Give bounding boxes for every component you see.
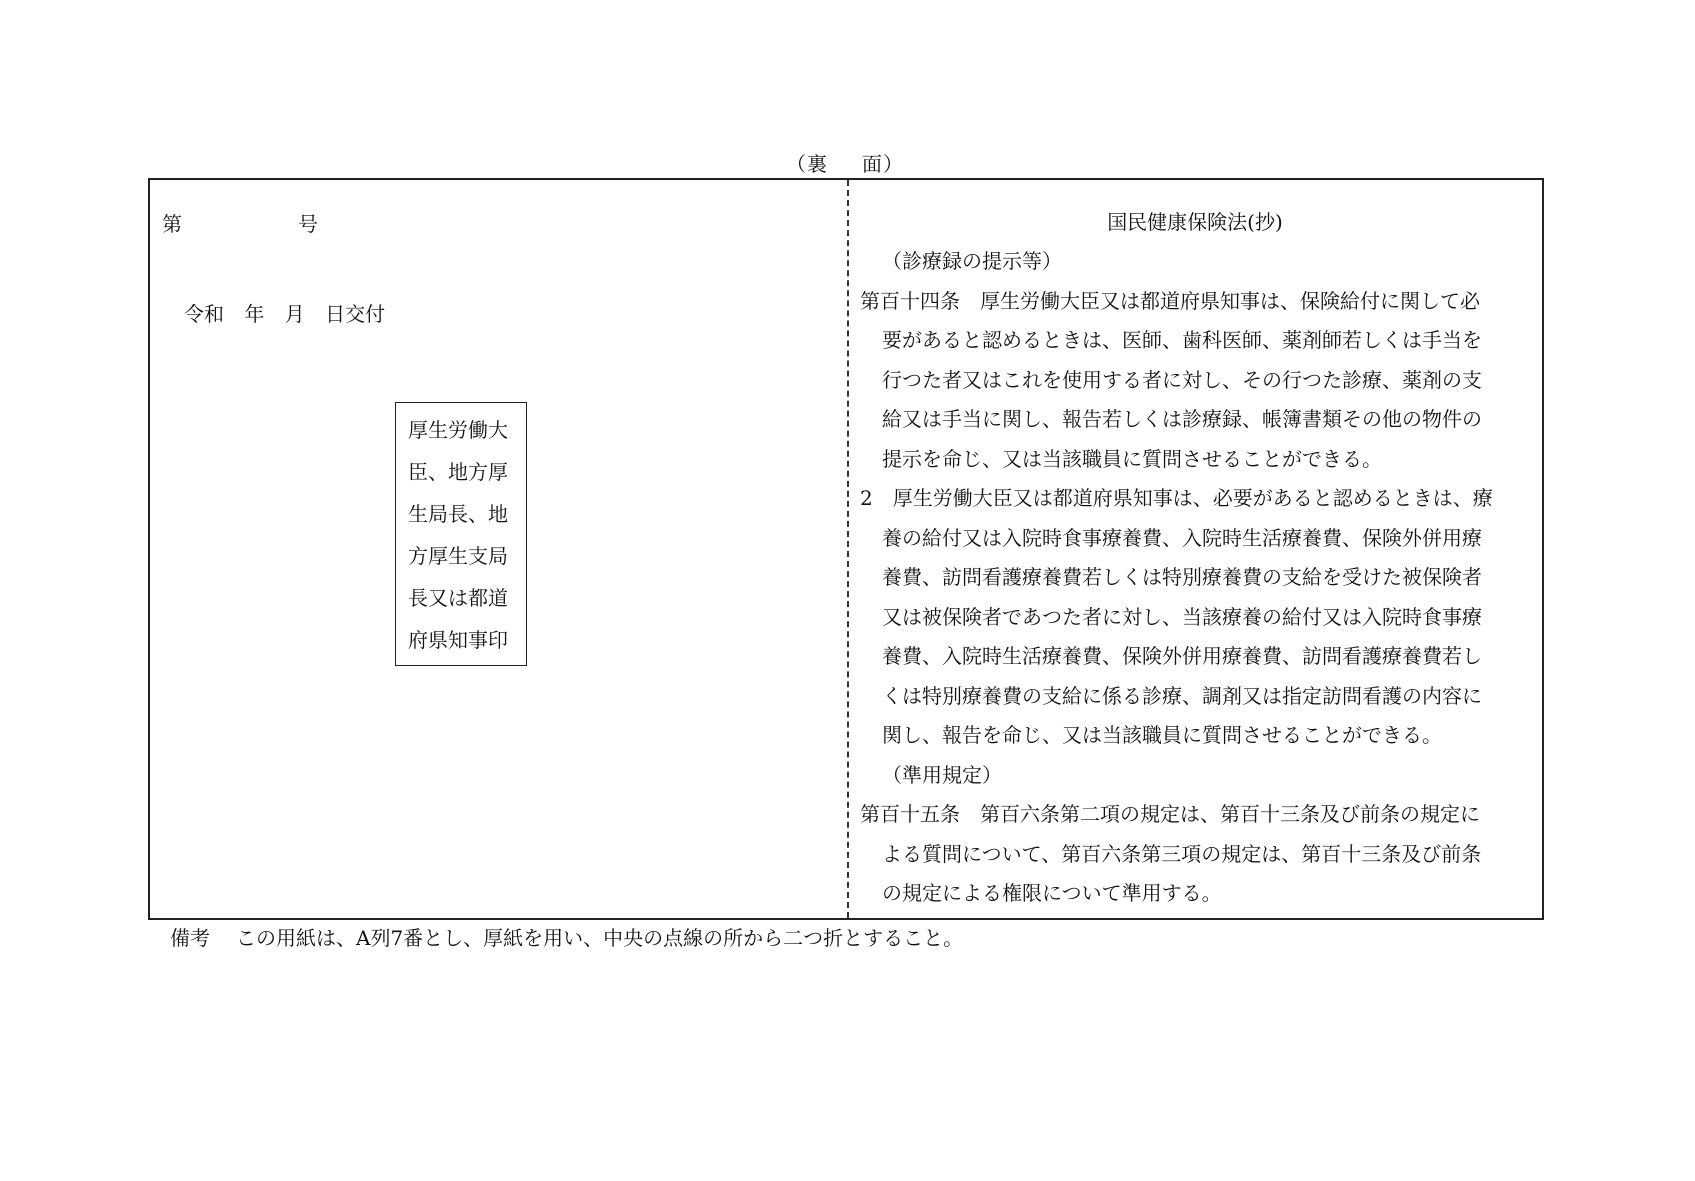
- number-suffix: 号: [298, 212, 318, 236]
- seal-line: 方厚生支局: [408, 544, 508, 568]
- date-month: 月: [284, 302, 305, 326]
- law-text-line: 養費、入院時生活療養費、保険外併用療養費、訪問看護療養費若し: [882, 644, 1482, 668]
- date-year: 年: [244, 302, 265, 326]
- seal-line: 府県知事印: [408, 628, 508, 652]
- law-text-line: の規定による権限について準用する。: [882, 881, 1222, 905]
- law-excerpt-pane: [860, 180, 1530, 918]
- seal-line: 長又は都道: [408, 586, 508, 610]
- law-body: [860, 242, 1530, 914]
- law-section-heading: （準用規定）: [882, 762, 1002, 787]
- law-text-line: 提示を命じ、又は当該職員に質問させることができる。: [882, 446, 1382, 471]
- number-prefix: 第: [162, 212, 182, 236]
- law-text-line: 給又は手当に関し、報告若しくは診療録、帳簿書類その他の物件の: [882, 407, 1482, 431]
- law-section-heading: （診療録の提示等）: [882, 249, 1062, 273]
- page-heading-left: （裏: [786, 152, 828, 176]
- remarks-text: この用紙は、A列7番とし、厚紙を用い、中央の点線の所から二つ折とすること。: [236, 926, 964, 950]
- law-text-line: 関し、報告を命じ、又は当該職員に質問させることができる。: [882, 723, 1442, 747]
- law-text-line: 養の給付又は入院時食事療養費、入院時生活療養費、保険外併用療: [882, 525, 1482, 550]
- page-heading: [148, 148, 1542, 177]
- document-frame: [148, 178, 1544, 920]
- law-text-line: よる質問について、第百六条第三項の規定は、第百十三条及び前条: [882, 841, 1482, 866]
- issue-date-row: [184, 298, 399, 327]
- certificate-number-row: [162, 208, 318, 237]
- fold-line: [847, 180, 849, 918]
- law-text-line: くは特別療養費の支給に係る診療、調剤又は指定訪問看護の内容に: [882, 683, 1482, 708]
- seal-line: 生局長、地: [408, 502, 508, 526]
- page-heading-right: 面）: [862, 152, 904, 176]
- certificate-pane: [150, 180, 847, 918]
- law-title: 国民健康保険法(抄): [1107, 210, 1283, 234]
- remarks: [170, 922, 963, 951]
- seal-box: [395, 402, 527, 666]
- seal-line: 臣、地方厚: [408, 460, 508, 484]
- law-text-line: 行つた者又はこれを使用する者に対し、その行つた診療、薬剤の支: [882, 367, 1482, 392]
- law-text-line: 養費、訪問看護療養費若しくは特別療養費の支給を受けた被保険者: [882, 565, 1482, 589]
- law-text-line: 要があると認めるときは、医師、歯科医師、薬剤師若しくは手当を: [882, 328, 1482, 352]
- date-era: 令和: [184, 302, 224, 326]
- law-text-line: 2 厚生労働大臣又は都道府県知事は、必要があると認めるときは、療: [860, 486, 1493, 510]
- law-text-line: 又は被保険者であつた者に対し、当該療養の給付又は入院時食事療: [882, 604, 1482, 629]
- remarks-label: 備考: [170, 926, 210, 950]
- law-text-line: 第百十四条 厚生労働大臣又は都道府県知事は、保険給付に関して必: [860, 288, 1480, 313]
- date-day: 日交付: [325, 302, 386, 326]
- law-text-line: 第百十五条 第百六条第二項の規定は、第百十三条及び前条の規定に: [860, 802, 1480, 826]
- seal-line: 厚生労働大: [408, 418, 508, 442]
